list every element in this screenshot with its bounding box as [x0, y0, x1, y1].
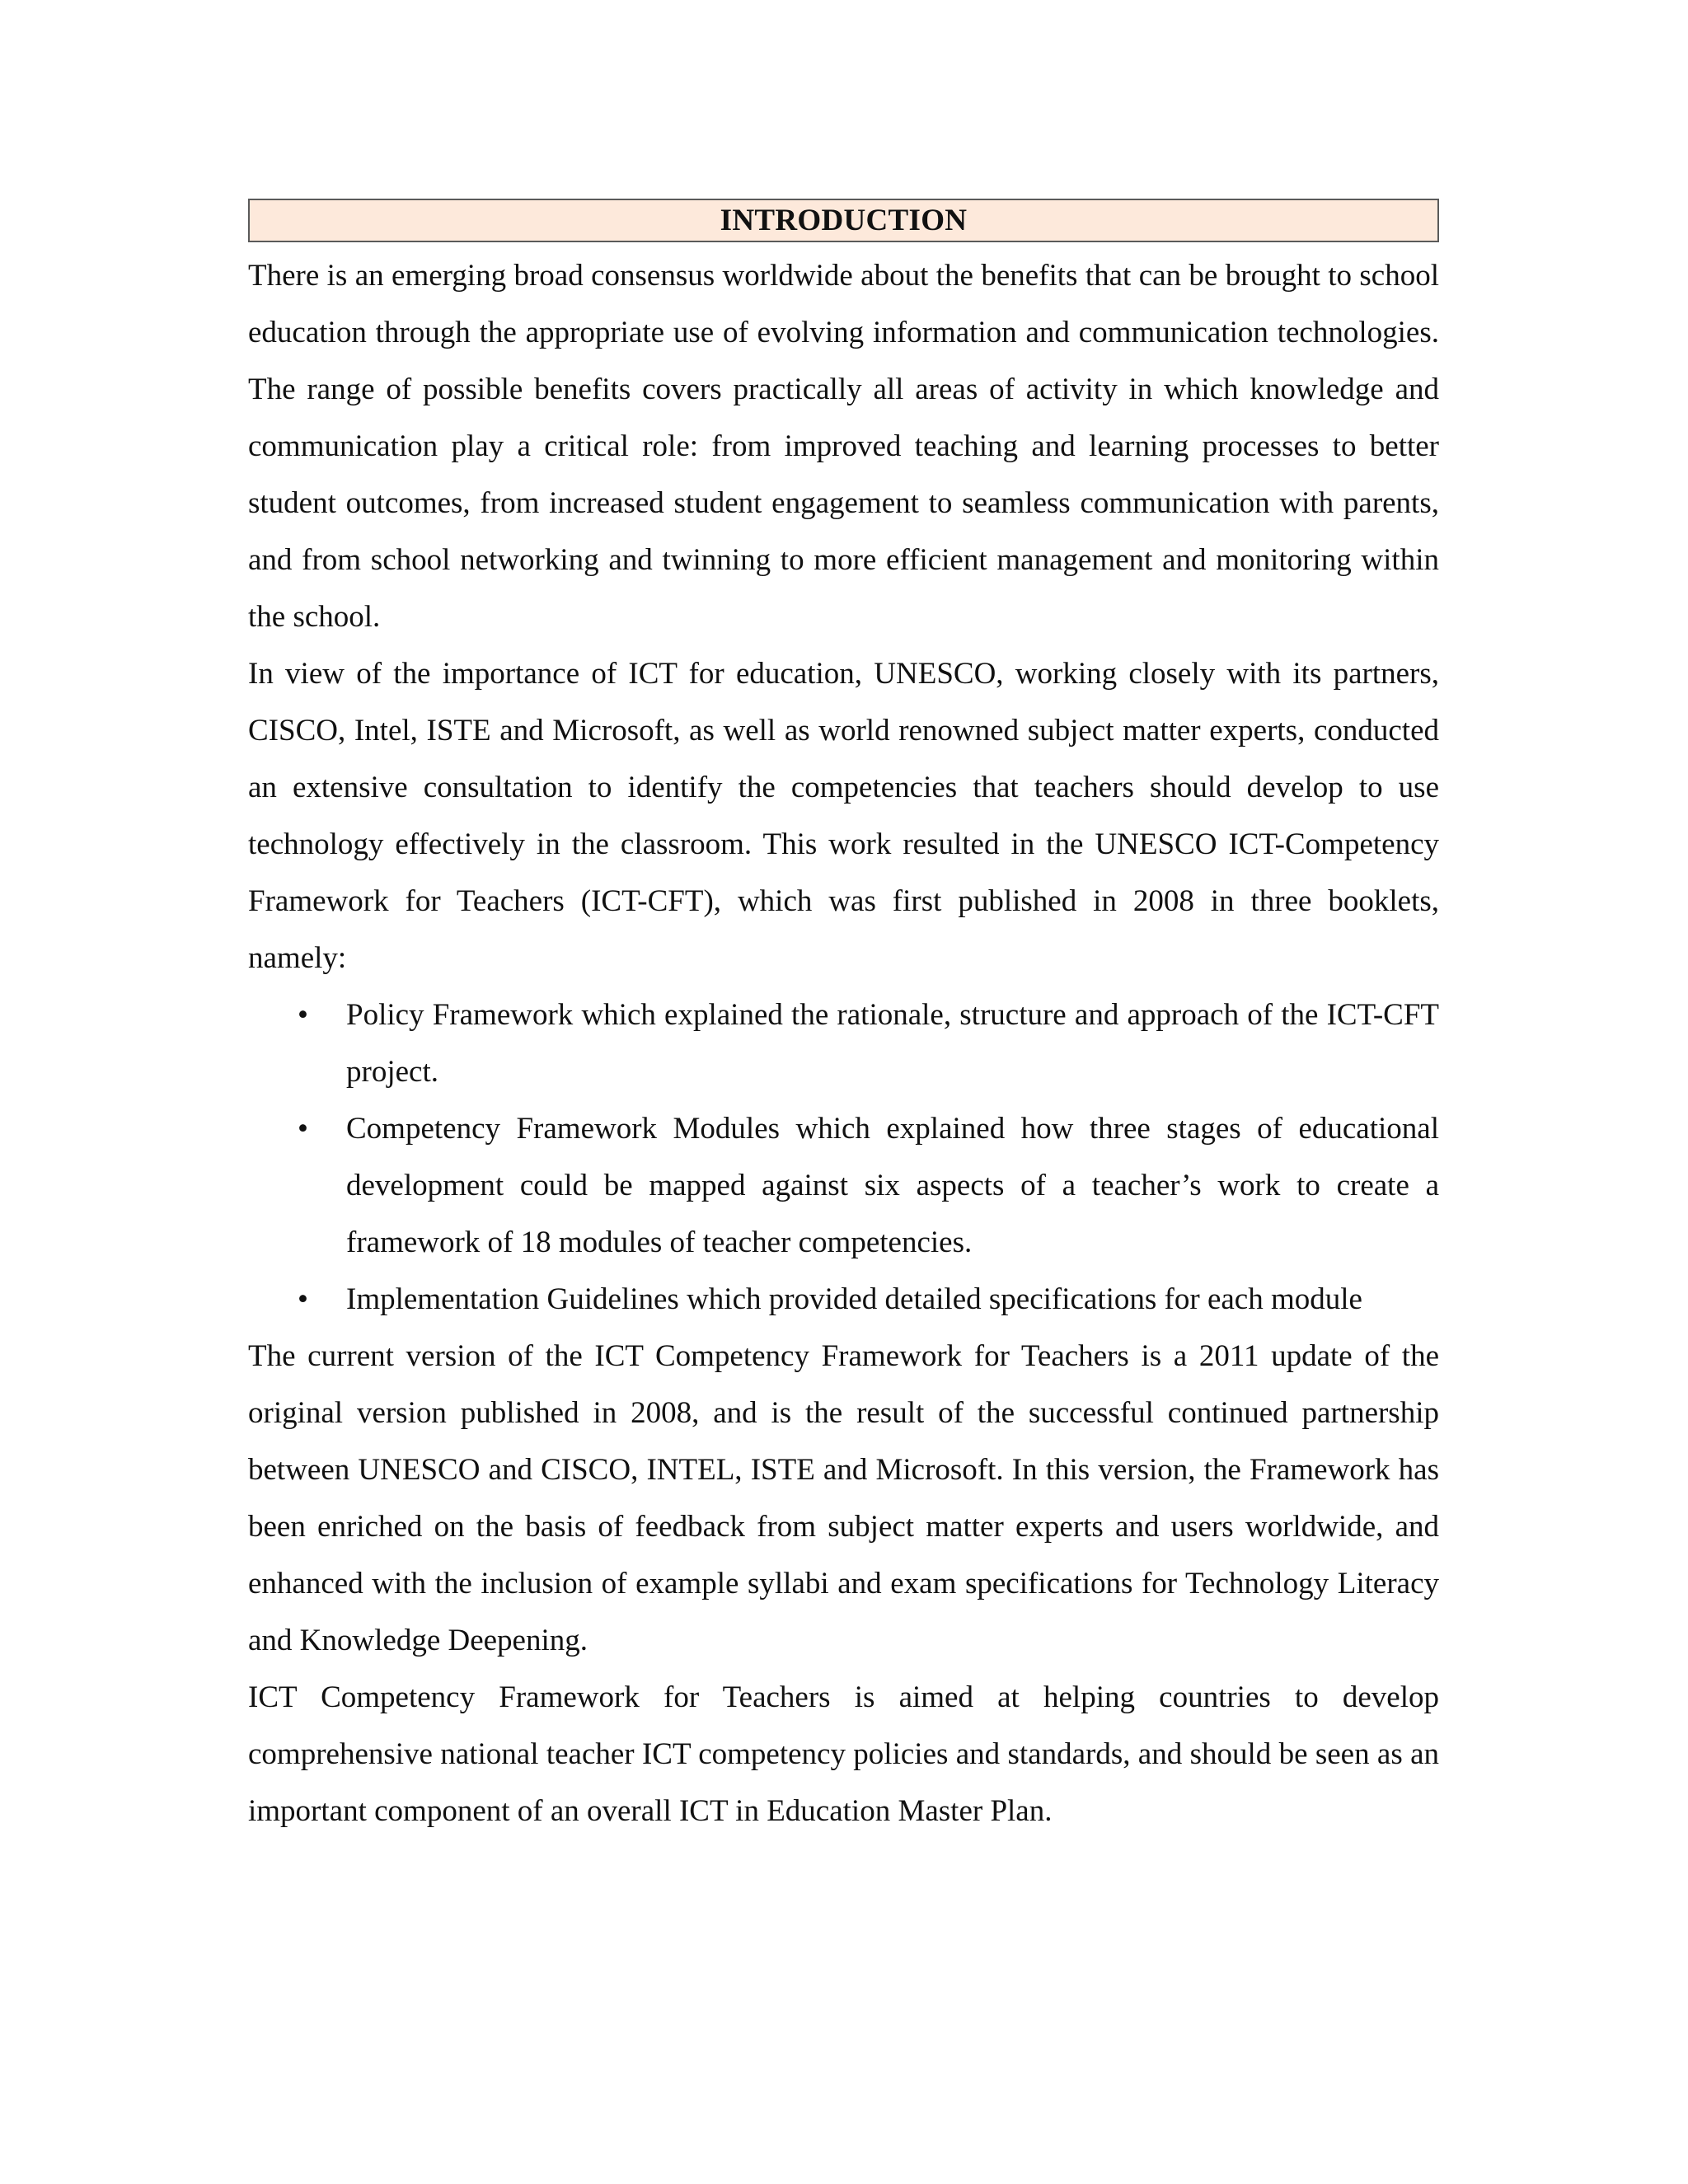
bullet-icon: •	[298, 1282, 308, 1316]
document-page	[248, 199, 1439, 1840]
intro-paragraph-4: ICT Competency Framework for Teachers is aimed at helping countries to develop comprehensive national teacher ICT competency policies and standards, and should be seen as an important component of an overall ICT in Education Master Plan.	[248, 1680, 1439, 1828]
list-item	[248, 987, 1439, 1100]
section-heading-box	[248, 199, 1439, 242]
list-item-text: Implementation Guidelines which provided detailed specifications for each module	[346, 1282, 1362, 1316]
list-item-text: Policy Framework which explained the rationale, structure and approach of the ICT-CFT project.	[346, 998, 1439, 1089]
section-heading: INTRODUCTION	[720, 204, 968, 237]
bullet-icon: •	[298, 998, 308, 1032]
bullet-icon: •	[298, 1112, 308, 1146]
list-item-text: Competency Framework Modules which explained how three stages of educational development could be mapped against six aspects of a teacher’s work to create a framework of 18 modules of teacher competencies.	[346, 1112, 1439, 1259]
list-item	[248, 1271, 1439, 1328]
intro-paragraph-2: In view of the importance of ICT for education, UNESCO, working closely with its partners, CISCO, Intel, ISTE and Microsoft, as well as world renowned subject matter experts, conducted an extensive consultation to identify the competencies that teachers should develop to use technology effectively in the classroom. This work resulted in the UNESCO ICT-Competency Framework for Teachers (ICT-CFT), which was first published in 2008 in three booklets, namely:	[248, 657, 1439, 975]
list-item	[248, 1100, 1439, 1271]
intro-paragraph-3: The current version of the ICT Competency Framework for Teachers is a 2011 update of the original version published in 2008, and is the result of the successful continued partnership between UNESCO and CISCO, INTEL, ISTE and Microsoft. In this version, the Framework has been enriched on the basis of feedback from subject matter experts and users worldwide, and enhanced with the inclusion of example syllabi and exam specifications for Technology Literacy and Knowledge Deepening.	[248, 1339, 1439, 1657]
intro-paragraph-1: There is an emerging broad consensus worldwide about the benefits that can be brought to school education through the appropriate use of evolving information and communication technologies. The range of possible benefits covers practically all areas of activity in which knowledge and communication play a critical role: from improved teaching and learning processes to better student outcomes, from increased student engagement to seamless communication with parents, and from school networking and twinning to more efficient management and monitoring within the school.	[248, 259, 1439, 634]
booklet-list	[248, 987, 1439, 1328]
